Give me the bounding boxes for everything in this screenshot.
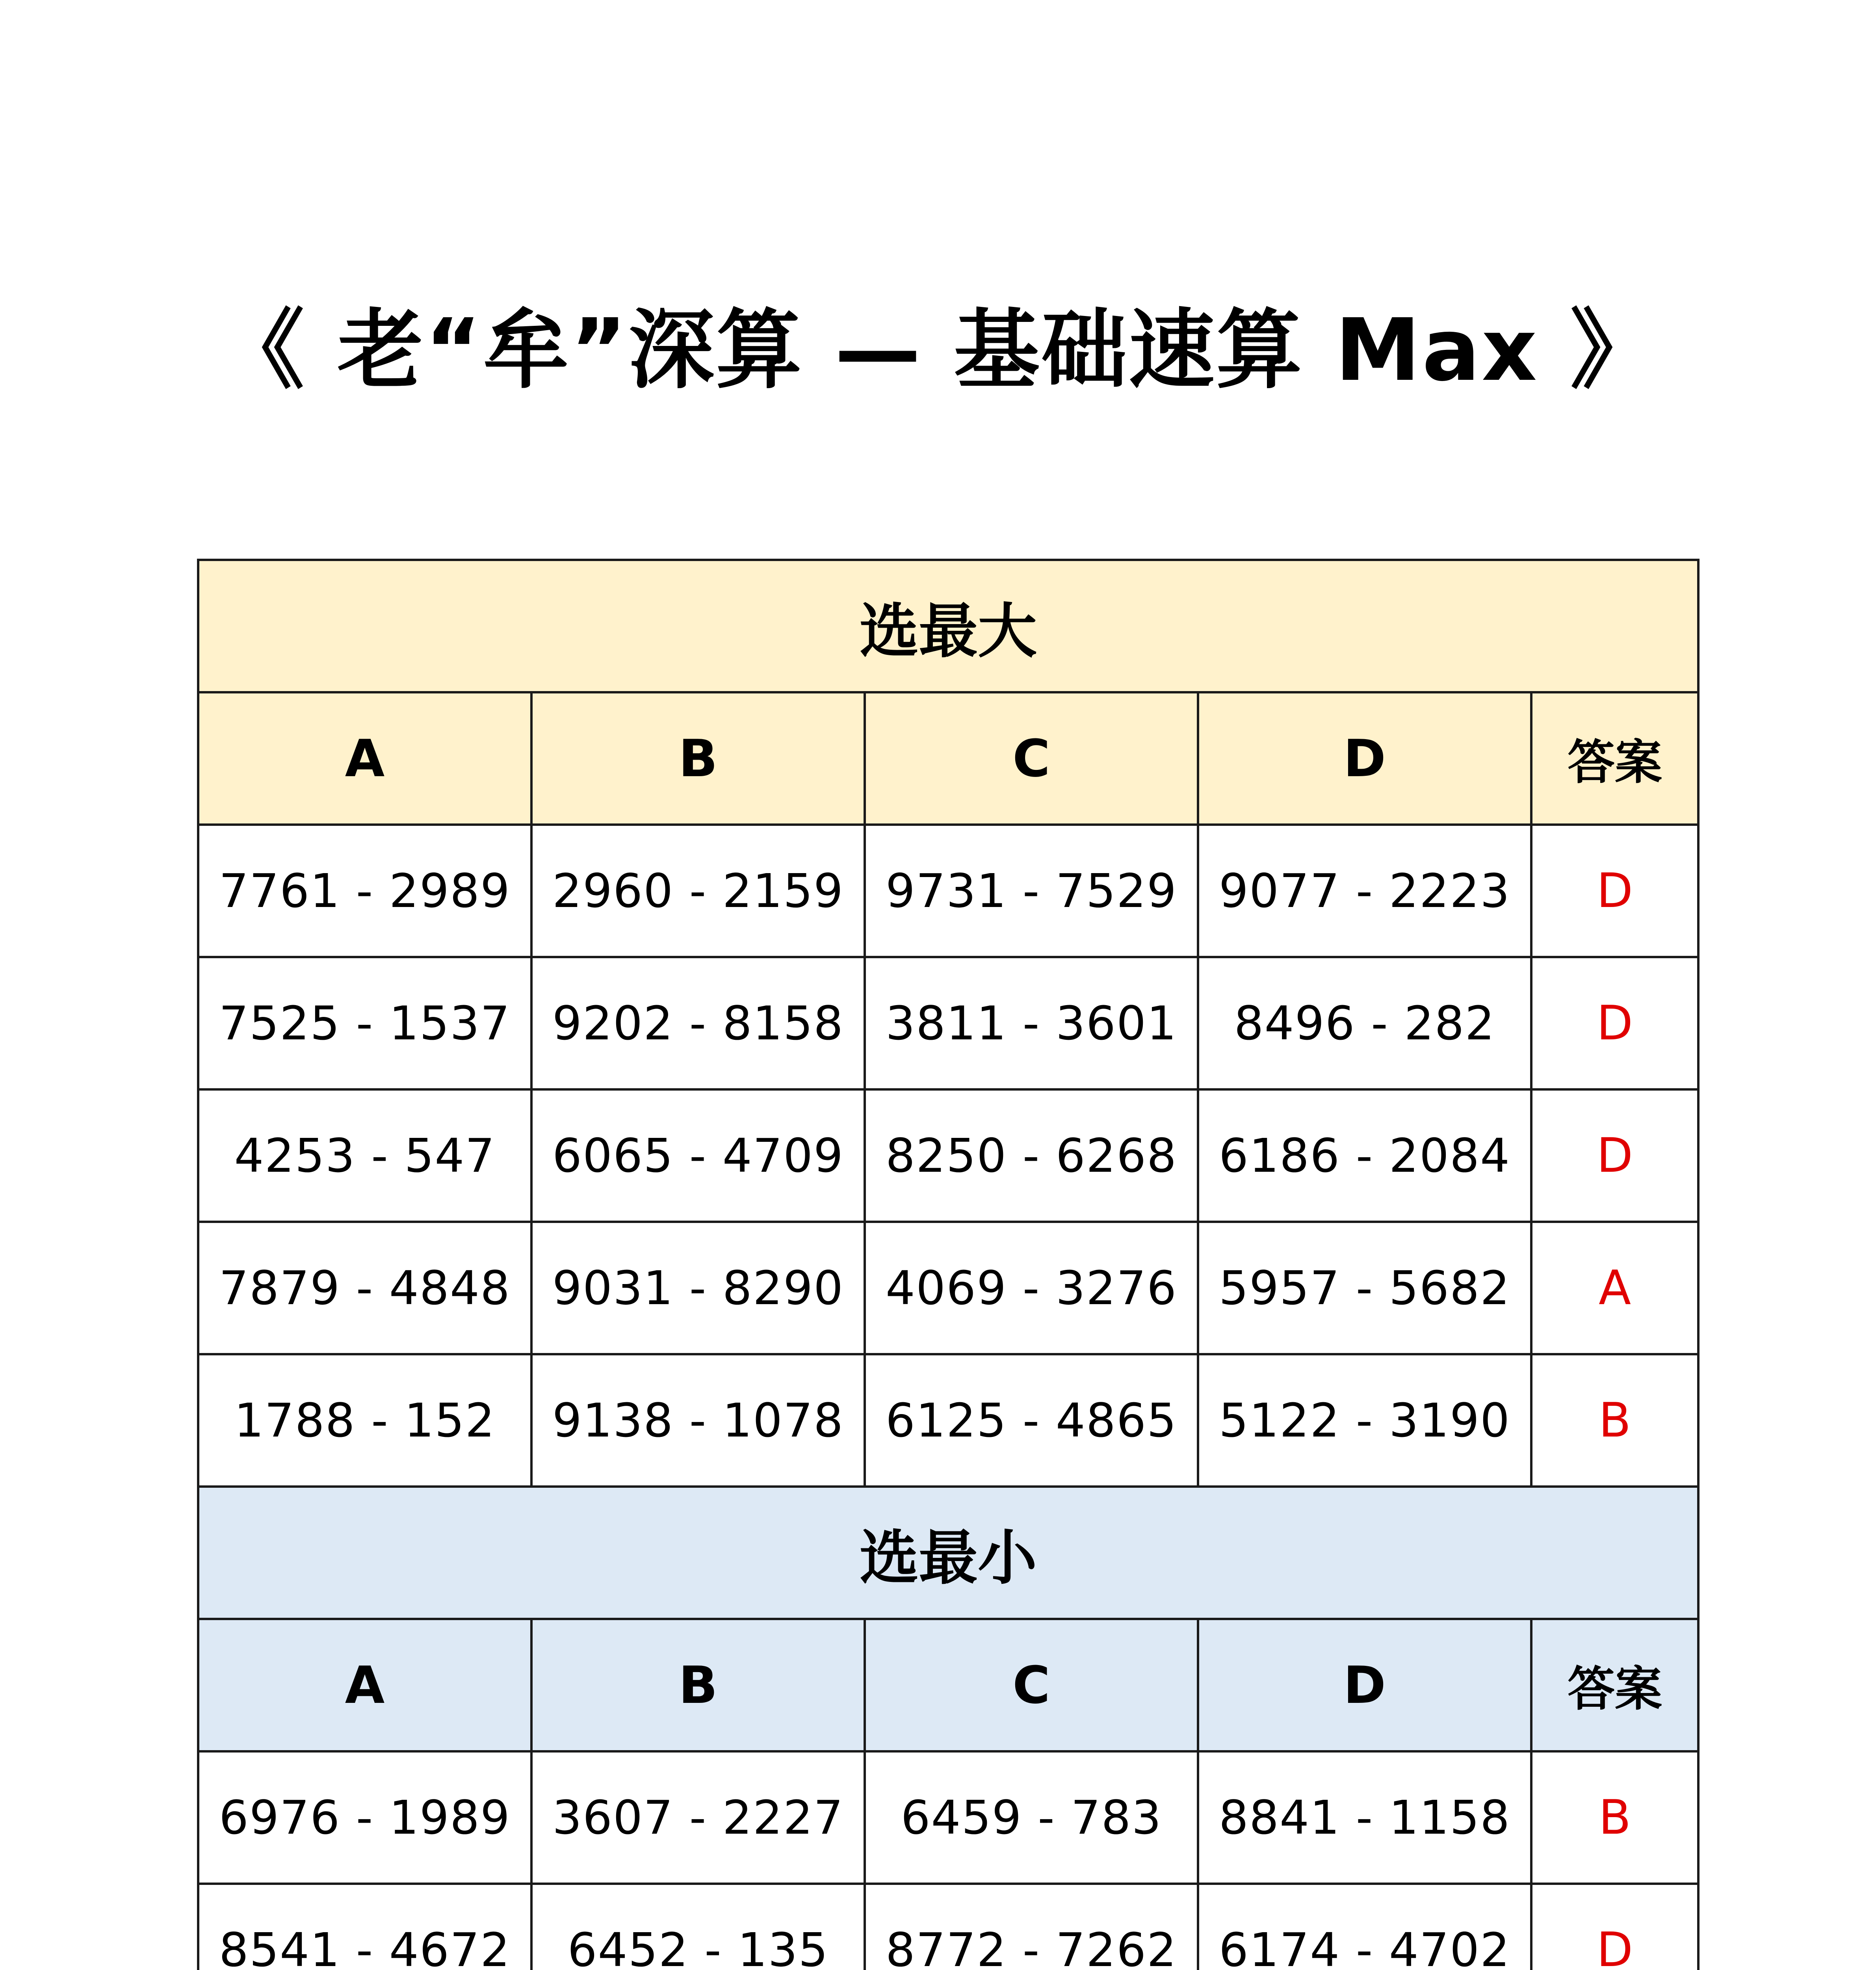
table-row xyxy=(198,1089,1698,1222)
quiz-table xyxy=(197,559,1700,1970)
option-b-cell: 6065 - 4709 xyxy=(531,1089,865,1222)
column-header-a: A xyxy=(198,1619,531,1751)
option-d-cell: 8841 - 1158 xyxy=(1198,1751,1531,1884)
column-header-d: D xyxy=(1198,692,1531,825)
option-a-cell: 6976 - 1989 xyxy=(198,1751,531,1884)
column-header-b: B xyxy=(531,1619,865,1751)
option-a-cell: 1788 - 152 xyxy=(198,1354,531,1487)
column-header-answer: 答案 xyxy=(1531,692,1698,825)
option-c-cell: 6459 - 783 xyxy=(865,1751,1198,1884)
answer-cell: B xyxy=(1531,1354,1698,1487)
column-header-c: C xyxy=(865,692,1198,825)
table-row xyxy=(198,825,1698,957)
answer-cell: A xyxy=(1531,1222,1698,1354)
option-c-cell: 3811 - 3601 xyxy=(865,957,1198,1089)
section-min xyxy=(198,1487,1698,1970)
column-header-answer: 答案 xyxy=(1531,1619,1698,1751)
table-row xyxy=(198,957,1698,1089)
option-b-cell: 9202 - 8158 xyxy=(531,957,865,1089)
option-c-cell: 8250 - 6268 xyxy=(865,1089,1198,1222)
option-d-cell: 6186 - 2084 xyxy=(1198,1089,1531,1222)
option-b-cell: 9138 - 1078 xyxy=(531,1354,865,1487)
option-a-cell: 4253 - 547 xyxy=(198,1089,531,1222)
column-header-d: D xyxy=(1198,1619,1531,1751)
table-row xyxy=(198,1222,1698,1354)
table-row xyxy=(198,1884,1698,1970)
column-header-a: A xyxy=(198,692,531,825)
option-b-cell: 9031 - 8290 xyxy=(531,1222,865,1354)
section-heading-row xyxy=(198,560,1698,692)
option-a-cell: 7879 - 4848 xyxy=(198,1222,531,1354)
option-c-cell: 9731 - 7529 xyxy=(865,825,1198,957)
column-header-row xyxy=(198,1619,1698,1751)
option-d-cell: 8496 - 282 xyxy=(1198,957,1531,1089)
column-header-row xyxy=(198,692,1698,825)
table-row xyxy=(198,1354,1698,1487)
option-d-cell: 5957 - 5682 xyxy=(1198,1222,1531,1354)
option-d-cell: 9077 - 2223 xyxy=(1198,825,1531,957)
section-max xyxy=(198,560,1698,1487)
answer-cell: D xyxy=(1531,1089,1698,1222)
option-a-cell: 8541 - 4672 xyxy=(198,1884,531,1970)
section-heading-row xyxy=(198,1487,1698,1619)
option-b-cell: 3607 - 2227 xyxy=(531,1751,865,1884)
answer-cell: D xyxy=(1531,825,1698,957)
answer-cell: D xyxy=(1531,1884,1698,1970)
table-row xyxy=(198,1751,1698,1884)
option-c-cell: 6125 - 4865 xyxy=(865,1354,1198,1487)
option-a-cell: 7525 - 1537 xyxy=(198,957,531,1089)
answer-cell: D xyxy=(1531,957,1698,1089)
option-a-cell: 7761 - 2989 xyxy=(198,825,531,957)
column-header-c: C xyxy=(865,1619,1198,1751)
column-header-b: B xyxy=(531,692,865,825)
option-d-cell: 5122 - 3190 xyxy=(1198,1354,1531,1487)
section-heading: 选最小 xyxy=(198,1487,1698,1619)
option-c-cell: 8772 - 7262 xyxy=(865,1884,1198,1970)
option-b-cell: 2960 - 2159 xyxy=(531,825,865,957)
answer-cell: B xyxy=(1531,1751,1698,1884)
option-b-cell: 6452 - 135 xyxy=(531,1884,865,1970)
option-d-cell: 6174 - 4702 xyxy=(1198,1884,1531,1970)
page-title: 《 老“牟”深算 — 基础速算 Max 》 xyxy=(218,301,1658,400)
option-c-cell: 4069 - 3276 xyxy=(865,1222,1198,1354)
section-heading: 选最大 xyxy=(198,560,1698,692)
